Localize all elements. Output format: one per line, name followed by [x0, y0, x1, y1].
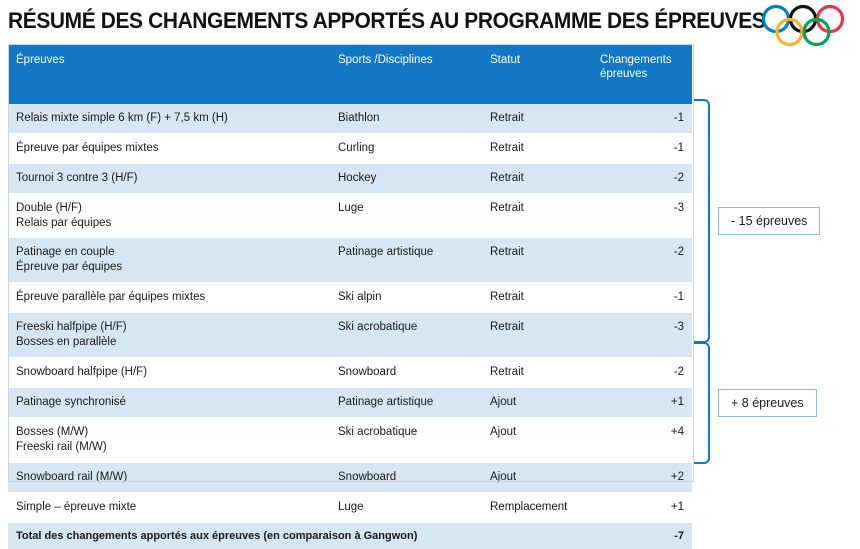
table-row — [8, 358, 692, 388]
cell-changement: -3 — [592, 313, 692, 358]
epreuve-line2: Relais par équipes — [16, 216, 112, 229]
table-row — [8, 193, 692, 238]
epreuve-line1: Snowboard halfpipe (H/F) — [16, 366, 148, 379]
cell-changement: +4 — [592, 418, 692, 463]
table-row — [8, 492, 692, 522]
cell-sport: Hockey — [330, 163, 482, 193]
cell-statut: Retrait — [482, 283, 592, 313]
bracket-removals — [694, 99, 710, 343]
changes-table — [8, 44, 692, 549]
cell-statut: Remplacement — [482, 492, 592, 522]
table-header-row — [8, 44, 692, 104]
epreuve-line1: Patinage en couple — [16, 246, 115, 259]
cell-changement: -3 — [592, 193, 692, 238]
cell-sport: Luge — [330, 492, 482, 522]
table-row — [8, 104, 692, 133]
total-value: -7 — [592, 522, 692, 549]
epreuve-line1: Épreuve par équipes mixtes — [16, 141, 159, 154]
cell-epreuve — [8, 388, 330, 418]
bracket-additions — [694, 342, 710, 464]
table-row — [8, 388, 692, 418]
epreuve-line1: Épreuve parallèle par équipes mixtes — [16, 291, 206, 304]
cell-epreuve — [8, 283, 330, 313]
cell-epreuve — [8, 193, 330, 238]
cell-sport: Biathlon — [330, 104, 482, 133]
table-row — [8, 283, 692, 313]
table-row — [8, 133, 692, 163]
cell-sport: Ski alpin — [330, 283, 482, 313]
cell-statut: Ajout — [482, 418, 592, 463]
column-header-sports: Sports /Disciplines — [330, 44, 482, 104]
cell-changement: +1 — [592, 492, 692, 522]
epreuve-line2: Bosses en parallèle — [16, 336, 117, 349]
cell-statut: Ajout — [482, 388, 592, 418]
epreuve-line2: Freeski rail (M/W) — [16, 440, 107, 453]
cell-statut: Retrait — [482, 358, 592, 388]
cell-statut: Ajout — [482, 462, 592, 492]
cell-changement: +2 — [592, 462, 692, 492]
column-header-epreuves: Épreuves — [8, 44, 330, 104]
cell-epreuve — [8, 492, 330, 522]
cell-epreuve — [8, 133, 330, 163]
cell-statut: Retrait — [482, 193, 592, 238]
epreuve-line1: Relais mixte simple 6 km (F) + 7,5 km (H) — [16, 111, 228, 124]
cell-statut: Retrait — [482, 104, 592, 133]
epreuve-line1: Freeski halfpipe (H/F) — [16, 321, 127, 334]
cell-epreuve — [8, 313, 330, 358]
annotation-additions: + 8 épreuves — [718, 389, 817, 417]
epreuve-line2: Épreuve par équipes — [16, 261, 123, 274]
epreuve-line1: Simple – épreuve mixte — [16, 500, 137, 513]
cell-changement: -1 — [592, 283, 692, 313]
cell-epreuve — [8, 418, 330, 463]
cell-changement: -1 — [592, 104, 692, 133]
table-row — [8, 238, 692, 283]
cell-sport: Curling — [330, 133, 482, 163]
cell-epreuve — [8, 358, 330, 388]
cell-sport: Snowboard — [330, 358, 482, 388]
epreuve-line1: Snowboard rail (M/W) — [16, 470, 128, 483]
cell-sport: Patinage artistique — [330, 388, 482, 418]
cell-sport: Ski acrobatique — [330, 418, 482, 463]
table-total-row — [8, 522, 692, 549]
page-title: RÉSUMÉ DES CHANGEMENTS APPORTÉS AU PROGRAMME DES ÉPREUVES — [8, 8, 766, 33]
cell-changement: +1 — [592, 388, 692, 418]
column-header-changements: Changements épreuves — [592, 44, 692, 104]
cell-sport: Ski acrobatique — [330, 313, 482, 358]
cell-statut: Retrait — [482, 238, 592, 283]
epreuve-line1: Tournoi 3 contre 3 (H/F) — [16, 171, 138, 184]
cell-changement: -2 — [592, 238, 692, 283]
epreuve-line1: Patinage synchronisé — [16, 396, 126, 409]
table-row — [8, 163, 692, 193]
cell-statut: Retrait — [482, 133, 592, 163]
cell-statut: Retrait — [482, 313, 592, 358]
total-label: Total des changements apportés aux épreuves (en comparaison à Gangwon) — [8, 522, 592, 549]
epreuve-line1: Double (H/F) — [16, 201, 82, 214]
column-header-statut: Statut — [482, 44, 592, 104]
table-row — [8, 418, 692, 463]
cell-changement: -1 — [592, 133, 692, 163]
cell-changement: -2 — [592, 358, 692, 388]
cell-sport: Patinage artistique — [330, 238, 482, 283]
cell-changement: -2 — [592, 163, 692, 193]
table-row — [8, 313, 692, 358]
cell-statut: Retrait — [482, 163, 592, 193]
cell-epreuve — [8, 163, 330, 193]
epreuve-line1: Bosses (M/W) — [16, 426, 89, 438]
cell-sport: Snowboard — [330, 462, 482, 492]
cell-epreuve — [8, 238, 330, 283]
cell-sport: Luge — [330, 193, 482, 238]
cell-epreuve — [8, 462, 330, 492]
olympic-rings-icon — [760, 4, 846, 48]
annotation-removals: - 15 épreuves — [718, 207, 820, 235]
cell-epreuve — [8, 104, 330, 133]
table-row — [8, 462, 692, 492]
